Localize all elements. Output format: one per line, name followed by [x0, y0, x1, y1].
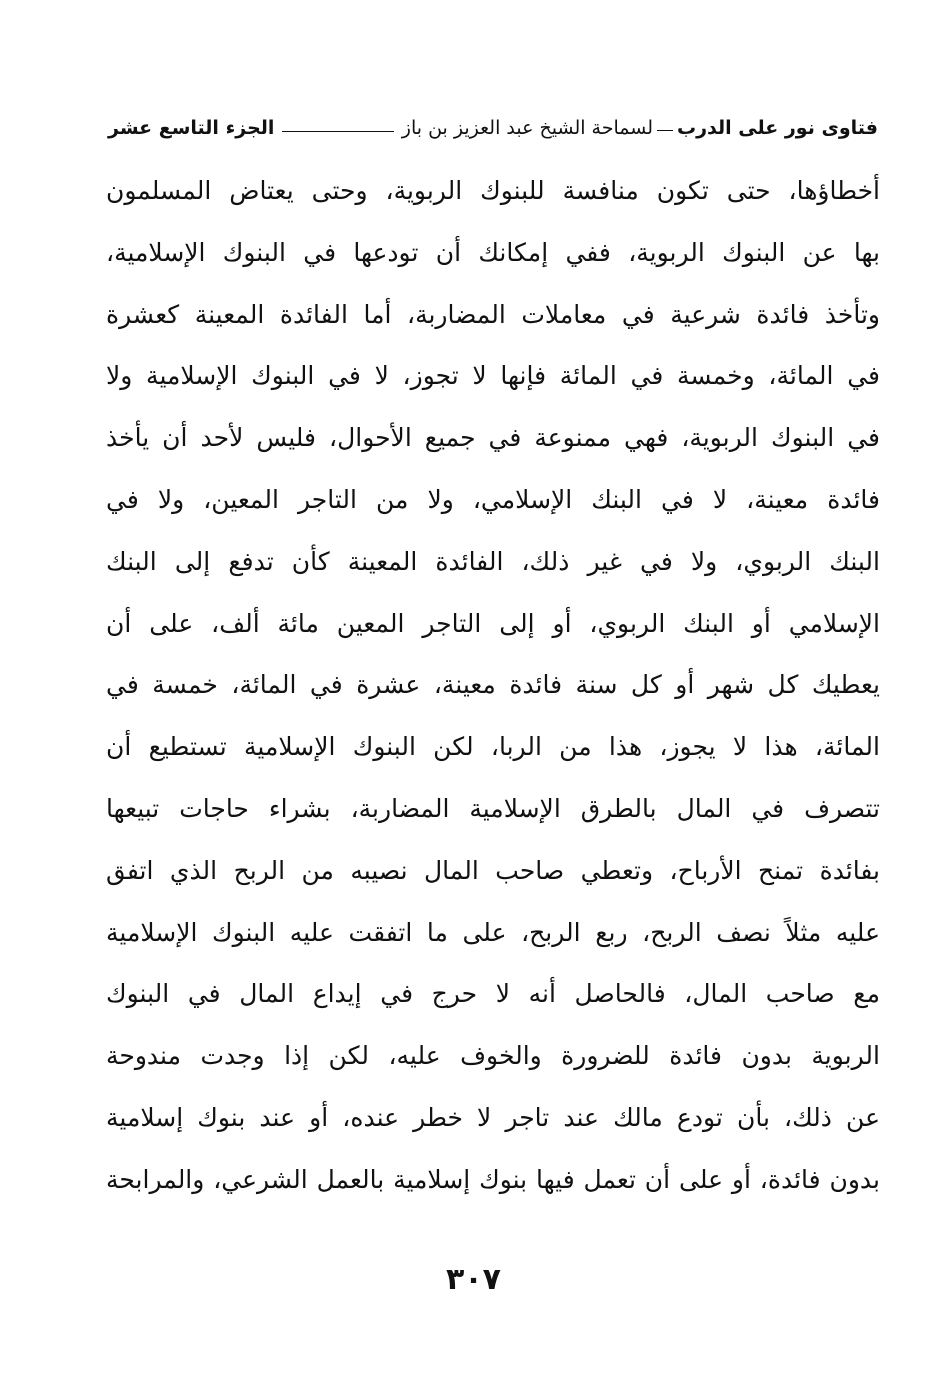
book-title: فتاوى نور على الدرب [677, 117, 878, 139]
text-line: تتصرف في المال بالطرق الإسلامية المضاربة، بشراء حاجات تبيعها [106, 793, 880, 823]
text-line: أخطاؤها، حتى تكون منافسة للبنوك الربوية، وحتى يعتاض المسلمون [106, 176, 880, 205]
text-line: البنك الربوي، ولا في غير ذلك، الفائدة المعينة كأن تدفع إلى البنك [106, 546, 880, 576]
page-number: ٣٠٧ [446, 1262, 501, 1297]
text-line: عليه مثلاً نصف الربح، ربع الربح، على ما اتفقت عليه البنوك الإسلامية [106, 917, 880, 947]
text-line: الإسلامي أو البنك الربوي، أو إلى التاجر المعين مائة ألف، على أن [106, 608, 880, 638]
header-separator-long [282, 131, 393, 132]
text-line: يعطيك كل شهر أو كل سنة فائدة معينة، عشرة في المائة، خمسة في [106, 670, 880, 700]
text-line: بفائدة تمنح الأرباح، وتعطي صاحب المال نصيبه من الربح الذي اتفق [106, 855, 880, 885]
running-header [108, 108, 878, 148]
text-line: الربوية بدون فائدة للضرورة والخوف عليه، لكن إذا وجدت مندوحة [106, 1041, 880, 1071]
body-text [106, 160, 880, 1211]
text-line: مع صاحب المال، فالحاصل أنه لا حرج في إيداع المال في البنوك [106, 979, 880, 1009]
author-name: لسماحة الشيخ عبد العزيز بن باز [401, 117, 653, 139]
text-line: عن ذلك، بأن تودع مالك عند تاجر لا خطر عنده، أو عند بنوك إسلامية [106, 1102, 880, 1132]
text-line: المائة، هذا لا يجوز، هذا من الربا، لكن البنوك الإسلامية تستطيع أن [106, 732, 880, 762]
text-line: بها عن البنوك الربوية، ففي إمكانك أن تودعها في البنوك الإسلامية، [106, 237, 880, 267]
text-line: في البنوك الربوية، فهي ممنوعة في جميع الأحوال، فليس لأحد أن يأخذ [106, 423, 880, 453]
text-line: فائدة معينة، لا في البنك الإسلامي، ولا من التاجر المعين، ولا في [106, 484, 880, 514]
header-separator-short [657, 130, 673, 131]
text-line: وتأخذ فائدة شرعية في معاملات المضاربة، أما الفائدة المعينة كعشرة [106, 299, 880, 329]
text-line: بدون فائدة، أو على أن تعمل فيها بنوك إسلامية بالعمل الشرعي، والمرابحة [106, 1164, 880, 1194]
volume-label: الجزء التاسع عشر [108, 117, 275, 139]
text-line: في المائة، وخمسة في المائة فإنها لا تجوز، لا في البنوك الإسلامية ولا [106, 361, 880, 391]
